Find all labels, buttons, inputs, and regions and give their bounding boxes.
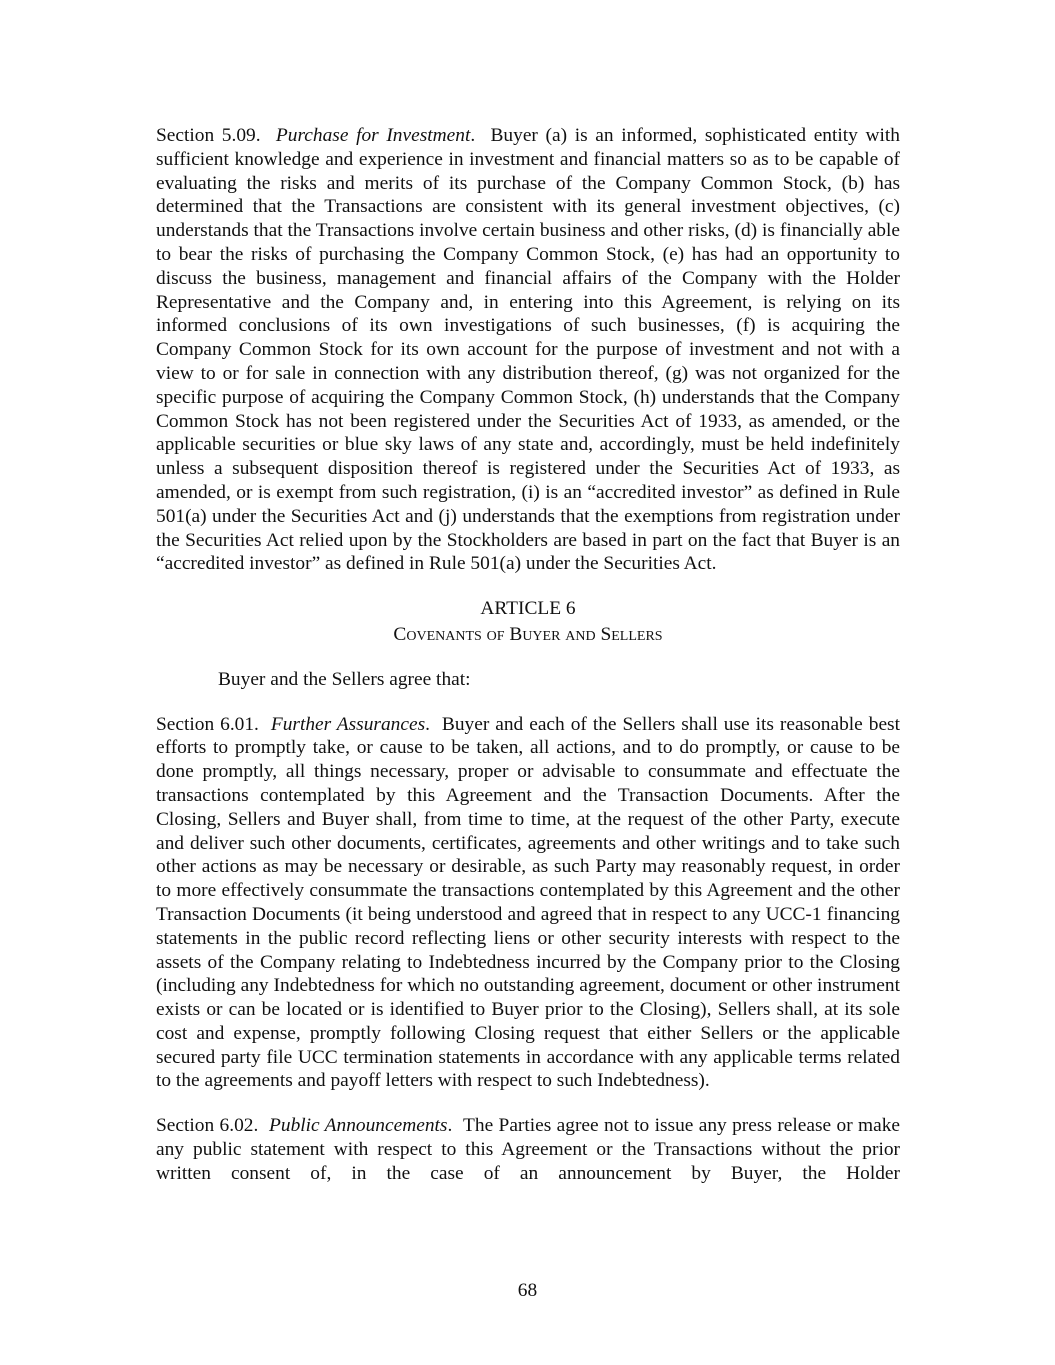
section-5-09-number: Section 5.09. [156, 125, 261, 146]
section-6-01: Section 6.01. Further Assurances. Buyer and each of the Sellers shall use its reasonable best efforts to promptly take, or cause to be taken, all actions, and to do promptly, or cause to be done promptly, all things necessary, proper or advisable to consummate and effectuate the transactions contemplated by this Agreement and the Transaction Documents. After the Closing, Sellers and Buyer shall, from time to time, at the request of the other Party, execute and deliver such other documents, certificates, agreements and other writings and to take such other actions as may be necessary or desirable, as such Party may reasonably request, in order to more effectively consummate the transactions contemplated by this Agreement and the other Transaction Documents (it being understood and agreed that in respect to any UCC-1 financing statements in the public record reflecting liens or other security interests with respect to the assets of the Company relating to Indebtedness incurred by the Company prior to the Closing (including any Indebtedness for which no outstanding agreement, document or other instrument exists or can be located or is identified to Buyer prior to the Closing), Sellers shall, at its sole cost and expense, promptly following Closing request that either Sellers or the applicable secured party file UCC termination statements in accordance with any applicable terms related to the agreements and payoff letters with respect to such Indebtedness). [156, 713, 900, 1092]
section-5-09: Section 5.09. Purchase for Investment. Buyer (a) is an informed, sophisticated entity with sufficient knowledge and experience in investment and financial matters so as to be capable of evaluating the risks and merits of its purchase of the Company Common Stock, (b) has determined that the Transactions are consistent with its general investment objectives, (c) understands that the Transactions involve certain business and other risks, (d) is financially able to bear the risks of purchasing the Company Common Stock, (e) has had an opportunity to discuss the business, management and financial affairs of the Company with the Holder Representative and the Company and, in entering into this Agreement, is relying on its informed conclusions of its own investigations of such businesses, (f) is acquiring the Company Common Stock for its own account for the purpose of investment and not with a view to or for sale in connection with any distribution thereof, (g) was not organized for the specific purpose of acquiring the Company Common Stock, (h) understands that the Company Common Stock has not been registered under the Securities Act of 1933, as amended, or the applicable securities or blue sky laws of any state and, accordingly, must be held indefinitely unless a subsequent disposition thereof is registered under the Securities Act of 1933, as amended, or is exempt from such registration, (i) is an “accredited investor” as defined in Rule 501(a) under the Securities Act and (j) understands that the exemptions from registration under the Securities Act relied upon by the Stockholders are based in part on the fact that Buyer is an “accredited investor” as defined in Rule 501(a) under the Securities Act. [156, 125, 900, 575]
page-number: 68 [517, 1280, 538, 1301]
section-6-02: Section 6.02. Public Announcements. The Parties agree not to issue any press release or make any public statement with respect to this Agreement or the Transactions without the prior written consent of, in the case of an announcement by Buyer, the Holder [156, 1115, 900, 1184]
section-6-02-title: Public Announcements [269, 1115, 448, 1137]
section-5-09-title: Purchase for Investment [275, 125, 471, 146]
section-6-02-body: The Parties agree not to issue any press release or make any public statement with respect to this Agreement or the Transactions without the prior written consent of, in the case of an announcement by Buyer, the Holder [156, 1115, 900, 1184]
section-5-09-body: Buyer (a) is an informed, sophisticated entity with sufficient knowledge and experience in investment and financial matters so as to be capable of evaluating the risks and merits of its purchase of the Company Common Stock, (b) has determined that the Transactions are consistent with its general investment objectives, (c) understands that the Transactions involve certain business and other risks, (d) is financially able to bear the risks of purchasing the Company Common Stock, (e) has had an opportunity to discuss the business, management and financial affairs of the Company with the Holder Representative and the Company and, in entering into this Agreement, is relying on its informed conclusions of its own investigations of such businesses, (f) is acquiring the Company Common Stock for its own account for the purpose of investment and not with a view to or for sale in connection with any distribution thereof, (g) was not organized for the specific purpose of acquiring the Company Common Stock, (h) understands that the Company Common Stock has not been registered under the Securities Act of 1933, as amended, or the applicable securities or blue sky laws of any state and, accordingly, must be held indefinitely unless a subsequent disposition thereof is registered under the Securities Act of 1933, as amended, or is exempt from such registration, (i) is an “accredited investor” as defined in Rule 501(a) under the Securities Act and (j) understands that the exemptions from registration under the Securities Act relied upon by the Stockholders are based in part on the fact that Buyer is an “accredited investor” as defined in Rule 501(a) under the Securities Act. [156, 125, 900, 575]
article-intro: Buyer and the Sellers agree that: [218, 668, 471, 690]
section-6-02-number: Section 6.02. [156, 1115, 259, 1137]
document-page [156, 124, 900, 1186]
section-6-01-title: Further Assurances [270, 713, 426, 735]
article-subtitle: Covenants of Buyer and Sellers [393, 623, 663, 645]
section-6-01-number: Section 6.01. [156, 713, 259, 735]
section-6-01-body: Buyer and each of the Sellers shall use its reasonable best efforts to promptly take, or cause to be taken, all actions, and to do promptly, or cause to be done promptly, all things necessary, proper or advisable to consummate and effectuate the transactions contemplated by this Agreement and the Transaction Documents. After the Closing, Sellers and Buyer shall, from time to time, at the request of the other Party, execute and deliver such other documents, certificates, agreements and other writings and to take such other actions as may be necessary or desirable, as such Party may reasonably request, in order to more effectively consummate the transactions contemplated by this Agreement and the other Transaction Documents (it being understood and agreed that in respect to any UCC-1 financing statements in the public record reflecting liens or other security interests with respect to the assets of the Company relating to Indebtedness incurred by the Company prior to the Closing (including any Indebtedness for which no outstanding agreement, document or other instrument exists or can be located or is identified to Buyer prior to the Closing), Sellers shall, at its sole cost and expense, promptly following Closing request that either Sellers or the applicable secured party file UCC termination statements in accordance with any applicable terms related to the agreements and payoff letters with respect to such Indebtedness). [156, 713, 900, 1092]
article-title: ARTICLE 6 [480, 598, 576, 620]
